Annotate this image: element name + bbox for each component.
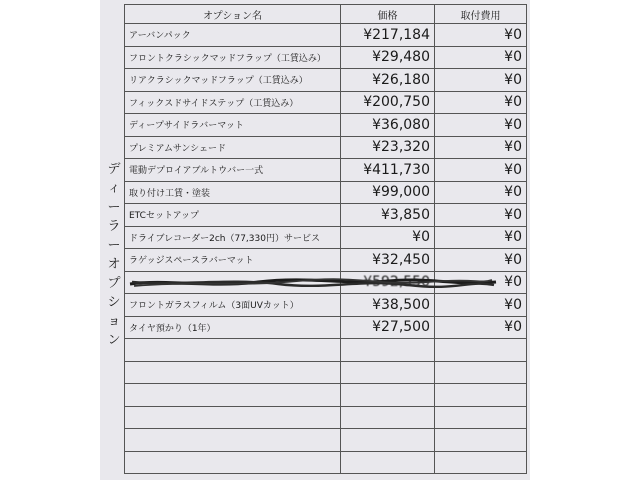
table-row (125, 24, 527, 47)
price-cell: ¥27,500 (341, 316, 435, 339)
option-name-cell: プレミアムサンシェード (125, 136, 341, 159)
table-row (125, 226, 527, 249)
empty-cell (125, 451, 341, 474)
table-row (125, 271, 527, 294)
vertical-label-char: デ (107, 162, 121, 177)
price-cell: ¥38,500 (341, 294, 435, 317)
price-cell: ¥26,180 (341, 69, 435, 92)
table-row (125, 294, 527, 317)
table-row (125, 114, 527, 137)
table-row (125, 204, 527, 227)
option-name-cell: フロントクラシックマッドフラップ（工賃込み） (125, 46, 341, 69)
empty-cell (435, 339, 527, 362)
vertical-label-char: ョ (107, 314, 121, 329)
header-price: 価格 (341, 5, 435, 24)
empty-cell (125, 361, 341, 384)
option-name-cell: タイヤ預かり（1年） (125, 316, 341, 339)
option-table (124, 4, 527, 474)
table-row (125, 181, 527, 204)
option-name-cell: ディープサイドラバーマット (125, 114, 341, 137)
install-fee-cell: ¥0 (435, 249, 527, 272)
install-fee-cell: ¥0 (435, 159, 527, 182)
option-name-cell: 取り付け工賃・塗装 (125, 181, 341, 204)
table-row (125, 46, 527, 69)
option-name-cell (125, 271, 341, 294)
empty-table-row (125, 339, 527, 362)
empty-cell (435, 406, 527, 429)
price-cell: ¥411,730 (341, 159, 435, 182)
empty-cell (435, 361, 527, 384)
vertical-label-char: ラ (107, 219, 121, 234)
empty-table-row (125, 406, 527, 429)
vertical-label-char: ー (107, 238, 121, 253)
empty-cell (341, 451, 435, 474)
empty-cell (125, 406, 341, 429)
empty-cell (341, 361, 435, 384)
option-name-cell: ドライブレコーダー2ch（77,330円）サービス (125, 226, 341, 249)
table-row (125, 69, 527, 92)
empty-cell (341, 429, 435, 452)
install-fee-cell: ¥0 (435, 181, 527, 204)
option-name-cell: 電動デプロイアブルトウバー一式 (125, 159, 341, 182)
option-name-cell: フロントガラスフィルム（3面UVカット） (125, 294, 341, 317)
table-row (125, 136, 527, 159)
empty-cell (435, 451, 527, 474)
empty-cell (435, 429, 527, 452)
vertical-label-char: ィ (107, 181, 121, 196)
option-name-cell: ラゲッジスペースラバーマット (125, 249, 341, 272)
install-fee-cell: ¥0 (435, 136, 527, 159)
install-fee-cell: ¥0 (435, 294, 527, 317)
option-name-cell: ETCセットアップ (125, 204, 341, 227)
header-option-name: オプション名 (125, 5, 341, 24)
price-cell: ¥99,000 (341, 181, 435, 204)
price-cell: ¥200,750 (341, 91, 435, 114)
option-name-cell: アーバンパック (125, 24, 341, 47)
install-fee-cell: ¥0 (435, 24, 527, 47)
empty-cell (341, 339, 435, 362)
price-cell: ¥32,450 (341, 249, 435, 272)
install-fee-cell: ¥0 (435, 46, 527, 69)
option-name-cell: リアクラシックマッドフラップ（工賃込み） (125, 69, 341, 92)
empty-cell (341, 406, 435, 429)
vertical-label-char: プ (107, 276, 121, 291)
empty-cell (125, 339, 341, 362)
option-name-cell: フィックスドサイドステップ（工賃込み） (125, 91, 341, 114)
empty-cell (125, 429, 341, 452)
price-cell: ¥0 (341, 226, 435, 249)
install-fee-cell: ¥0 (435, 316, 527, 339)
empty-table-row (125, 451, 527, 474)
price-cell: ¥29,480 (341, 46, 435, 69)
price-cell: ¥3,850 (341, 204, 435, 227)
price-cell: ¥36,080 (341, 114, 435, 137)
install-fee-cell: ¥0 (435, 114, 527, 137)
install-fee-cell: ¥0 (435, 91, 527, 114)
install-fee-cell: ¥0 (435, 204, 527, 227)
empty-cell (341, 384, 435, 407)
dealer-option-vertical-label (103, 160, 125, 350)
header-install-fee: 取付費用 (435, 5, 527, 24)
vertical-label-char: オ (107, 257, 121, 272)
vertical-label-char: シ (107, 295, 121, 310)
price-cell: ¥217,184 (341, 24, 435, 47)
price-cell: ¥23,320 (341, 136, 435, 159)
install-fee-cell: ¥0 (435, 69, 527, 92)
table-header-row (125, 5, 527, 24)
table-row (125, 159, 527, 182)
empty-cell (125, 384, 341, 407)
table-row (125, 91, 527, 114)
install-fee-cell: ¥0 (435, 226, 527, 249)
price-cell: ¥592,550 (341, 271, 435, 294)
empty-table-row (125, 361, 527, 384)
vertical-label-char: ン (107, 333, 121, 348)
empty-table-row (125, 384, 527, 407)
install-fee-cell: ¥0 (435, 271, 527, 294)
table-row (125, 249, 527, 272)
empty-table-row (125, 429, 527, 452)
empty-cell (435, 384, 527, 407)
vertical-label-char: ー (107, 200, 121, 215)
table-row (125, 316, 527, 339)
